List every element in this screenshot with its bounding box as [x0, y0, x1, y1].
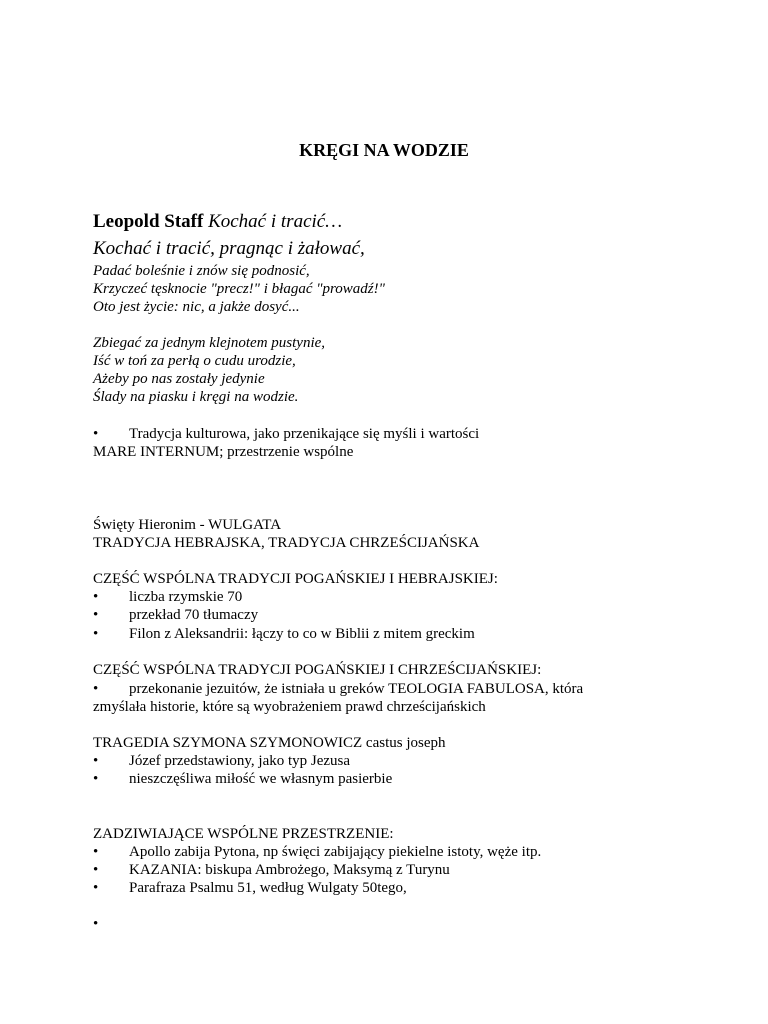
list-item: KAZANIA: biskupa Ambrożego, Maksymą z Turynu — [129, 862, 450, 878]
poem-first-line: Kochać i tracić, pragnąc i żałować, — [93, 238, 365, 259]
paragraph-line: Święty Hieronim - WULGATA — [93, 517, 282, 533]
poem-line: Ślady na piasku i kręgi na wodzie. — [93, 389, 299, 405]
poem-line: Oto jest życie: nic, a jakże dosyć... — [93, 299, 300, 315]
poem-heading — [93, 211, 342, 233]
bullet-marker: • — [93, 681, 99, 697]
list-item: przekład 70 tłumaczy — [129, 607, 259, 623]
poem-line: Padać boleśnie i znów się podnosić, — [93, 263, 310, 279]
document-title: KRĘGI NA WODZIE — [299, 140, 469, 160]
poem-line: Ażeby po nas zostały jedynie — [93, 371, 265, 387]
poem-line: Zbiegać za jednym klejnotem pustynie, — [93, 335, 326, 351]
section-heading: TRAGEDIA SZYMONA SZYMONOWICZ castus joseph — [93, 735, 446, 751]
section-heading: CZĘŚĆ WSPÓLNA TRADYCJI POGAŃSKIEJ I HEBRAJSKIEJ: — [93, 571, 498, 587]
list-item: Parafraza Psalmu 51, według Wulgaty 50tego, — [129, 880, 407, 896]
bullet-marker: • — [93, 916, 99, 932]
paragraph-line: MARE INTERNUM; przestrzenie wspólne — [93, 444, 354, 460]
list-item: Filon z Aleksandrii: łączy to co w Biblii z mitem greckim — [129, 626, 475, 642]
bullet-marker: • — [93, 753, 99, 769]
list-item: nieszczęśliwa miłość we własnym pasierbie — [129, 771, 393, 787]
poem-line: Iść w toń za perłą o cudu urodzie, — [93, 353, 296, 369]
bullet-marker: • — [93, 589, 99, 605]
list-item: liczba rzymskie 70 — [129, 589, 243, 605]
section-heading: CZĘŚĆ WSPÓLNA TRADYCJI POGAŃSKIEJ I CHRZEŚCIJAŃSKIEJ: — [93, 662, 542, 678]
poem-line: Krzyczeć tęsknocie "precz!" i błagać "prowadź!" — [93, 281, 385, 297]
list-item: Tradycja kulturowa, jako przenikające się myśli i wartości — [129, 426, 480, 442]
section-heading: ZADZIWIAJĄCE WSPÓLNE PRZESTRZENIE: — [93, 826, 394, 842]
paragraph-line: TRADYCJA HEBRAJSKA, TRADYCJA CHRZEŚCIJAŃSKA — [93, 535, 480, 551]
bullet-marker: • — [93, 771, 99, 787]
bullet-marker: • — [93, 844, 99, 860]
bullet-marker: • — [93, 880, 99, 896]
list-item-continuation: zmyślała historie, które są wyobrażeniem prawd chrześcijańskich — [93, 699, 486, 715]
poem-author: Leopold Staff — [93, 211, 204, 232]
poem-title: Kochać i tracić… — [208, 211, 343, 232]
bullet-marker: • — [93, 607, 99, 623]
list-item: Józef przedstawiony, jako typ Jezusa — [129, 753, 351, 769]
bullet-marker: • — [93, 426, 99, 442]
bullet-marker: • — [93, 862, 99, 878]
list-item: przekonanie jezuitów, że istniała u greków TEOLOGIA FABULOSA, która — [129, 681, 584, 697]
list-item: Apollo zabija Pytona, np święci zabijający piekielne istoty, węże itp. — [129, 844, 542, 860]
bullet-marker: • — [93, 626, 99, 642]
